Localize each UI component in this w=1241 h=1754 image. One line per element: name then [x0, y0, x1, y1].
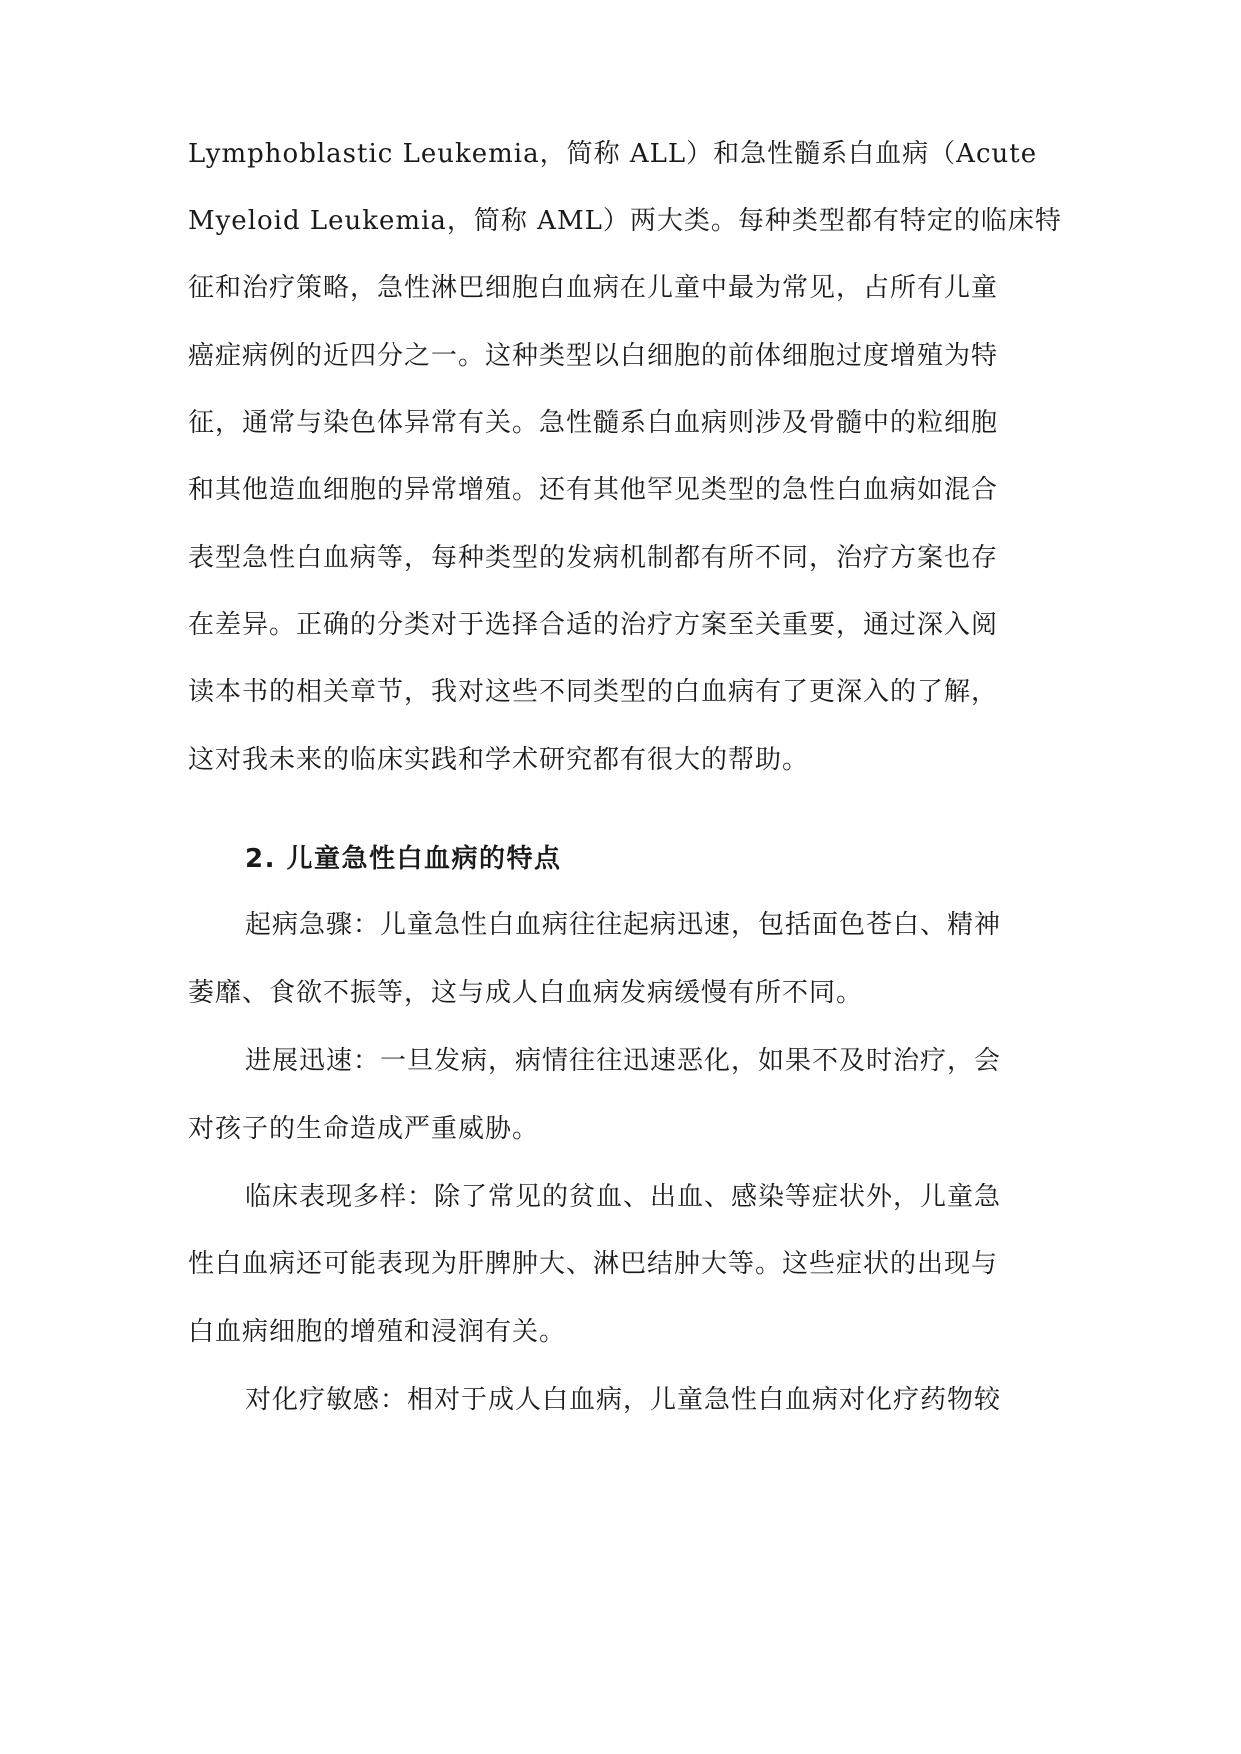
paragraph-line: 这对我未来的临床实践和学术研究都有很大的帮助。	[188, 745, 810, 775]
paragraph-line: 癌症病例的近四分之一。这种类型以白细胞的前体细胞过度增殖为特	[188, 341, 999, 371]
paragraph-line: 读本书的相关章节，我对这些不同类型的白血病有了更深入的了解，	[188, 677, 999, 707]
paragraph-line: 进展迅速：一旦发病，病情往往迅速恶化，如果不及时治疗，会	[245, 1046, 1002, 1076]
paragraph-line: 萎靡、食欲不振等，这与成人白血病发病缓慢有所不同。	[188, 978, 864, 1008]
paragraph-line: 对孩子的生命造成严重威胁。	[188, 1114, 540, 1144]
paragraph-line: 在差异。正确的分类对于选择合适的治疗方案至关重要，通过深入阅	[188, 610, 999, 640]
paragraph-line: Lymphoblastic Leukemia，简称 ALL）和急性髓系白血病（Acute	[188, 139, 1038, 169]
paragraph-line: 征，通常与染色体异常有关。急性髓系白血病则涉及骨髓中的粒细胞	[188, 408, 999, 438]
paragraph-line: 临床表现多样：除了常见的贫血、出血、感染等症状外，儿童急	[245, 1182, 1002, 1212]
paragraph-line: 表型急性白血病等，每种类型的发病机制都有所不同，治疗方案也存	[188, 543, 999, 573]
paragraph-line: 起病急骤：儿童急性白血病往往起病迅速，包括面色苍白、精神	[245, 910, 1002, 940]
section-heading: 2. 儿童急性白血病的特点	[245, 844, 562, 874]
paragraph-line: 对化疗敏感：相对于成人白血病，儿童急性白血病对化疗药物较	[245, 1385, 1002, 1415]
paragraph-line: 征和治疗策略，急性淋巴细胞白血病在儿童中最为常见，占所有儿童	[188, 273, 999, 303]
paragraph-line: 白血病细胞的增殖和浸润有关。	[188, 1317, 567, 1347]
paragraph-line: 和其他造血细胞的异常增殖。还有其他罕见类型的急性白血病如混合	[188, 475, 999, 505]
paragraph-line: 性白血病还可能表现为肝脾肿大、淋巴结肿大等。这些症状的出现与	[188, 1249, 999, 1279]
paragraph-line: Myeloid Leukemia，简称 AML）两大类。每种类型都有特定的临床特	[188, 206, 1062, 236]
